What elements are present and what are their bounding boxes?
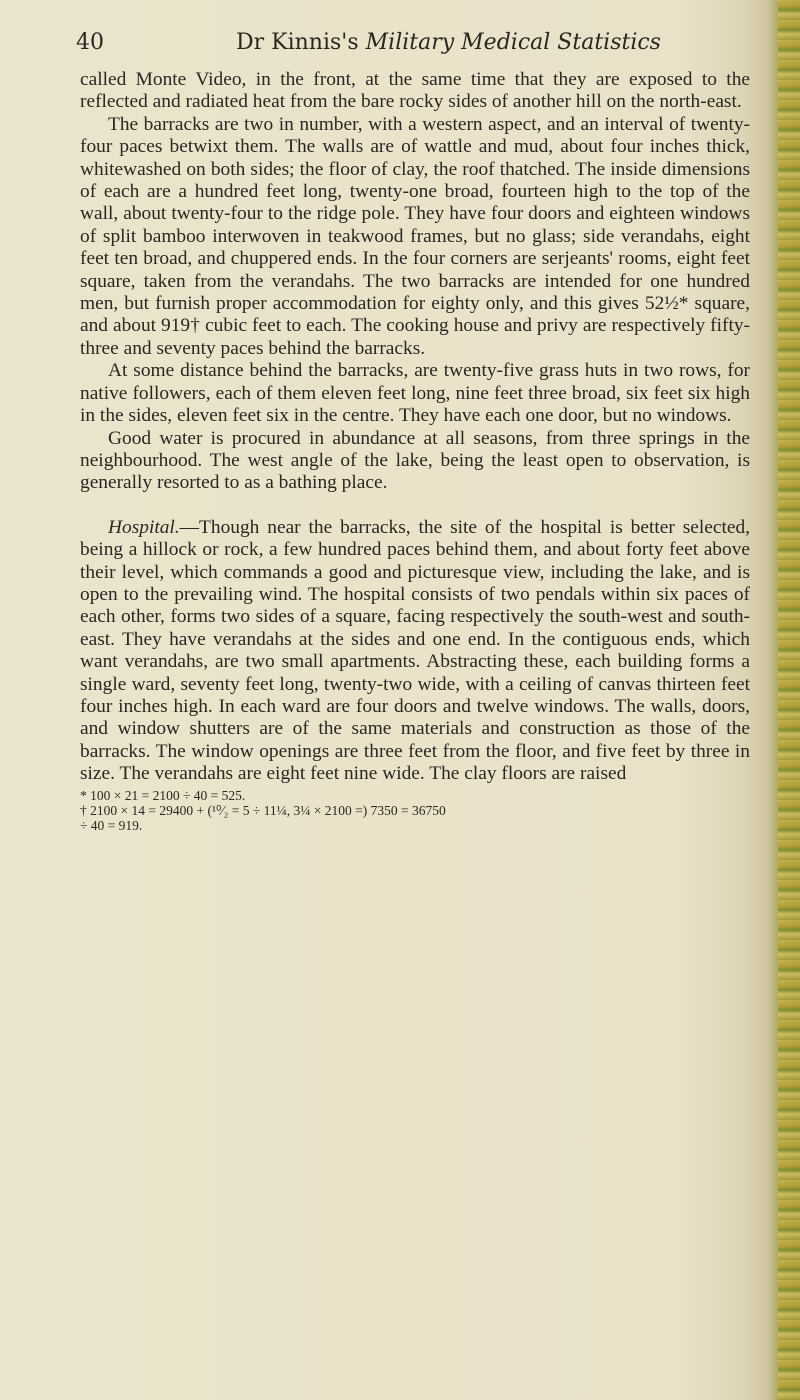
paragraph-grass-huts: At some distance behind the barracks, are twenty-five grass huts in two rows, for native followers, each of them eleven feet long, nine feet three broad, six feet six high in the sides, eleven feet six in the centre. They have each one door, but no windows. <box>80 360 750 427</box>
footnote-1: * 100 × 21 = 2100 ÷ 40 = 525. <box>80 787 246 803</box>
paragraph-monte-video: called Monte Video, in the front, at the same time that they are exposed to the reflected and radiated heat from the bare rocky sides of another hill on the north-east. <box>80 69 750 113</box>
paragraph-hospital <box>80 517 750 786</box>
header-title: Military Medical Statistics <box>365 30 661 55</box>
page-content <box>76 30 750 833</box>
paragraph-barracks: The barracks are two in number, with a western aspect, and an interval of twenty-four paces betwixt them. The walls are of wattle and mud, about four inches thick, whitewashed on both sides; the floor of clay, the roof thatched. The inside dimensions of each are a hundred feet long, twenty-one broad, fourteen high to the top of the wall, about twenty-four to the ridge pole. They have four doors and eighteen windows of split bamboo interwoven in teakwood frames, but no glass; side verandahs, eight feet ten broad, and chuppered ends. In the four corners are serjeants' rooms, eight feet square, taken from the verandahs. The two barracks are intended for one hundred men, but furnish proper accommodation for eighty only, and this gives 52½* square, and about 919† cubic feet to each. The cooking house and privy are respectively fifty-three and seventy paces behind the barracks. <box>80 113 750 359</box>
footnote-2: † 2100 × 14 = 29400 + (¹⁰⁄₂ = 5 ÷ 11¼, 3¼ × 2100 =) 7350 = 36750 <box>80 802 446 818</box>
page-number: 40 <box>76 30 104 55</box>
running-header <box>76 30 750 55</box>
footnote-2-continued: ÷ 40 = 919. <box>80 817 143 833</box>
hospital-text: —Though near the barracks, the site of the hospital is better selected, being a hillock or rock, a few hundred paces behind them, and about forty feet above their level, which commands a good and picturesque view, including the lake, and is open to the prevailing wind. The hospital consists of two pendals within six paces of each other, forms two sides of a square, facing respectively the south-west and south-east. They have verandahs at the sides and one end. In the contiguous ends, which want verandahs, are two small apartments. Abstracting these, each building forms a single ward, seventy feet long, twenty-two wide, with a ceiling of canvas thirteen feet four inches high. In each ward are four doors and twelve windows. The walls, doors, and window shutters are of the same materials and construction as those of the barracks. The window openings are three feet from the floor, and five feet by three in size. The verandahs are eight feet nine wide. The clay floors are raised <box>80 516 750 785</box>
paragraph-water: Good water is procured in abundance at all seasons, from three springs in the neighbourhood. The west angle of the lake, being the least open to observation, is generally resorted to as a bathing place. <box>80 427 750 494</box>
header-author: Dr Kinnis's <box>236 30 359 55</box>
hospital-heading: Hospital. <box>108 516 180 538</box>
footnotes <box>80 788 750 833</box>
page-edge-binding <box>778 0 800 1400</box>
